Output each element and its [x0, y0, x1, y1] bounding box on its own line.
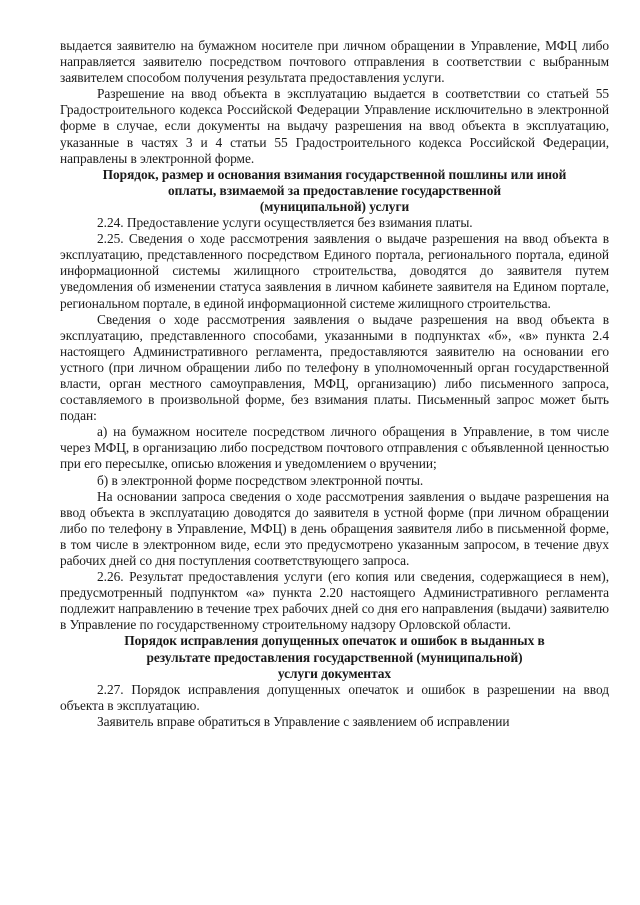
- heading-fee-line-2: оплаты, взимаемой за предоставление государственной: [167, 182, 502, 198]
- paragraph-electronic-permit: Разрешение на ввод объекта в эксплуатацию выдается в соответствии со статьей 55 Градостроительного кодекса Российской Федерации Управление исключительно в электронной форме в случае, если документы на выдачу разрешения на ввод объекта в эксплуатацию, указанные в частях 3 и 4 статьи 55 Градостроительного кодекса Российской Федерации, направлены в электронной форме.: [60, 86, 609, 166]
- paragraph-2-27: 2.27. Порядок исправления допущенных опечаток и ошибок в разрешении на ввод объекта в эксплуатацию.: [60, 681, 609, 713]
- paragraph-item-b: б) в электронной форме посредством электронной почты.: [97, 472, 424, 488]
- paragraph-2-26: 2.26. Результат предоставления услуги (его копия или сведения, содержащиеся в нем), предусмотренный подпунктом «а» пункта 2.20 настоящего Административного регламента подлежит направлению в течение трех рабочих дней со дня его направления (выдачи) заявителю в Управление по государственному строительному надзору Орловской области.: [60, 569, 609, 633]
- heading-errors: [60, 633, 609, 681]
- paragraph-status-info: Сведения о ходе рассмотрения заявления о выдаче разрешения на ввод объекта в эксплуатацию, представленного способами, указанными в подпунктах «б», «в» пункта 2.4 настоящего Административного регламента, предоставляются заявителю на основании его устного (при личном обращении либо по телефону в уполномоченный орган государственной власти, орган местного самоуправления, МФЦ, организацию) либо письменного запроса, составляемого в произвольной форме, без взимания платы. Письменный запрос может быть подан:: [60, 311, 609, 424]
- paragraph-2-25: 2.25. Сведения о ходе рассмотрения заявления о выдаче разрешения на ввод объекта в эксплуатацию, представленного посредством Единого портала, регионального портала, единой информационной системы жилищного строительства, доводятся до заявителя путем уведомления об изменении статуса заявления в личном кабинете заявителя на Едином портале, региональном портале, в единой информационной системе жилищного строительства.: [60, 231, 609, 311]
- paragraph-request-response: На основании запроса сведения о ходе рассмотрения заявления о выдаче разрешения на ввод объекта в эксплуатацию доводятся до заявителя в устной форме (при личном обращении либо по телефону в Управление, МФЦ) в день обращения заявителя либо в письменной форме, в том числе в электронном виде, если это предусмотрено указанным запросом, в течение двух рабочих дней со дня поступления соответствующего запроса.: [60, 488, 609, 568]
- heading-errors-line-1: Порядок исправления допущенных опечаток и ошибок в выданных в: [124, 633, 545, 649]
- heading-fee-line-1: Порядок, размер и основания взимания государственной пошлины или иной: [102, 166, 567, 182]
- heading-errors-line-2: результате предоставления государственной (муниципальной): [146, 649, 523, 665]
- document-body: [60, 38, 609, 730]
- paragraph-2-24: 2.24. Предоставление услуги осуществляется без взимания платы.: [97, 215, 473, 231]
- heading-errors-line-3: услуги документах: [277, 665, 392, 681]
- paragraph-applicant-right: Заявитель вправе обратиться в Управление с заявлением об исправлении: [97, 713, 510, 729]
- heading-fee-line-3: (муниципальной) услуги: [259, 198, 410, 214]
- heading-fee: [60, 167, 609, 215]
- paragraph-result-issuance: выдается заявителю на бумажном носителе при личном обращении в Управление, МФЦ либо направляется заявителю посредством почтового отправления в соответствии с выбранным заявителем способом получения результата предоставления услуги.: [60, 38, 609, 86]
- paragraph-item-a: а) на бумажном носителе посредством личного обращения в Управление, в том числе через МФЦ, в организацию либо посредством почтового отправления с объявленной ценностью при его пересылке, описью вложения и уведомлением о вручении;: [60, 424, 609, 472]
